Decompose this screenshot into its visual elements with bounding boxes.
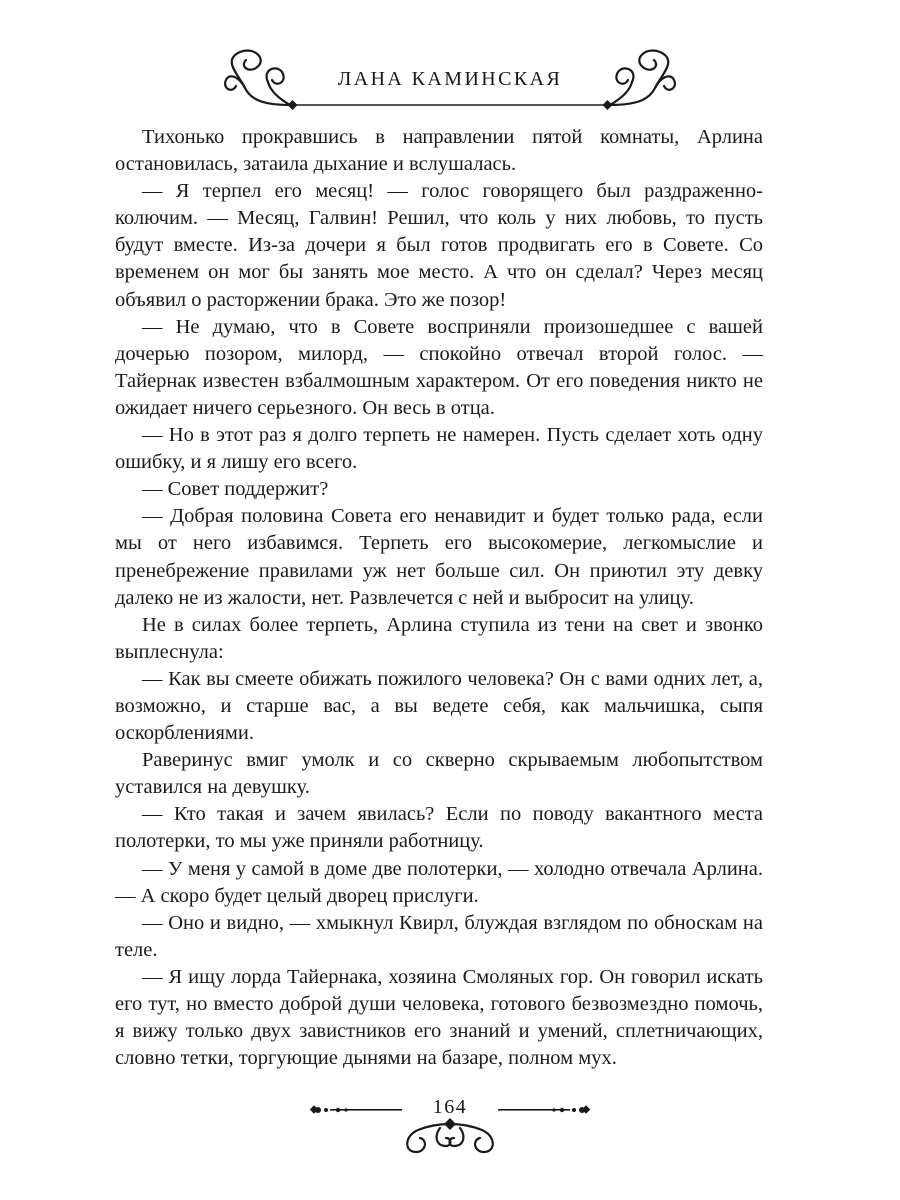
paragraph: — Кто такая и зачем явилась? Если по поводу вакантного места полотерки, то мы уже приняли работницу. [115,803,763,853]
paragraph: — Но в этот раз я долго терпеть не намерен. Пусть сделает хоть одну ошибку, и я лишу его всего. [115,424,763,474]
paragraph: Раверинус вмиг умолк и со скверно скрываемым любопытством уставился на девушку. [115,749,763,799]
paragraph: Тихонько прокравшись в направлении пятой комнаты, Арлина остановилась, затаила дыхание и вслушалась. [115,126,763,176]
page-header [0,38,900,118]
running-head: ЛАНА КАМИНСКАЯ [337,68,563,90]
paragraph: — У меня у самой в доме две полотерки, — холодно отвечала Арлина. — А скоро будет целый дворец прислуги. [115,857,763,907]
body-text [115,124,763,1072]
paragraph: — Я ищу лорда Тайернака, хозяина Смоляных гор. Он говорил искать его тут, но вместо доброй души человека, готового безвозмездно помочь, я вижу только двух завистников его знаний и умений, сплетничающих, словно тетки, торгующие дынями на базаре, полном мух. [115,965,763,1070]
paragraph: — Как вы смеете обижать пожилого человека? Он с вами одних лет, а, возможно, и старше вас, а вы ведете себя, как мальчишка, сыпя оскорблениями. [115,667,763,745]
paragraph: — Совет поддержит? [142,478,329,501]
page-number: 164 [432,1096,468,1118]
paragraph: — Я терпел его месяц! — голос говорящего был раздраженно-колючим. — Месяц, Галвин! Решил, что коль у них любовь, то пусть будут вместе. Из-за дочери я был готов продвигать его в Совете. Со временем он мог бы занять мое место. А что он сделал? Через месяц объявил о расторжении брака. Это же позор! [115,180,763,311]
paragraph: — Добрая половина Совета его ненавидит и будет только рада, если мы от него избавимся. Терпеть его высокомерие, легкомыслие и пренебрежение правилами уж нет больше сил. Он приютил эту девку далеко не из жалости, нет. Развлечется с ней и выбросит на улицу. [115,505,763,609]
paragraph: — Оно и видно, — хмыкнул Квирл, блуждая взглядом по обноскам на теле. [115,911,763,961]
paragraph: — Не думаю, что в Совете восприняли произошедшее с вашей дочерью позором, милорд, — спокойно отвечал второй голос. — Тайернак известен взбалмошным характером. От его поведения никто не ожидает ничего серьезного. Он весь в отца. [115,315,763,419]
paragraph: Не в силах более терпеть, Арлина ступила из тени на свет и звонко выплеснула: [115,613,763,663]
page-footer [0,1090,900,1170]
